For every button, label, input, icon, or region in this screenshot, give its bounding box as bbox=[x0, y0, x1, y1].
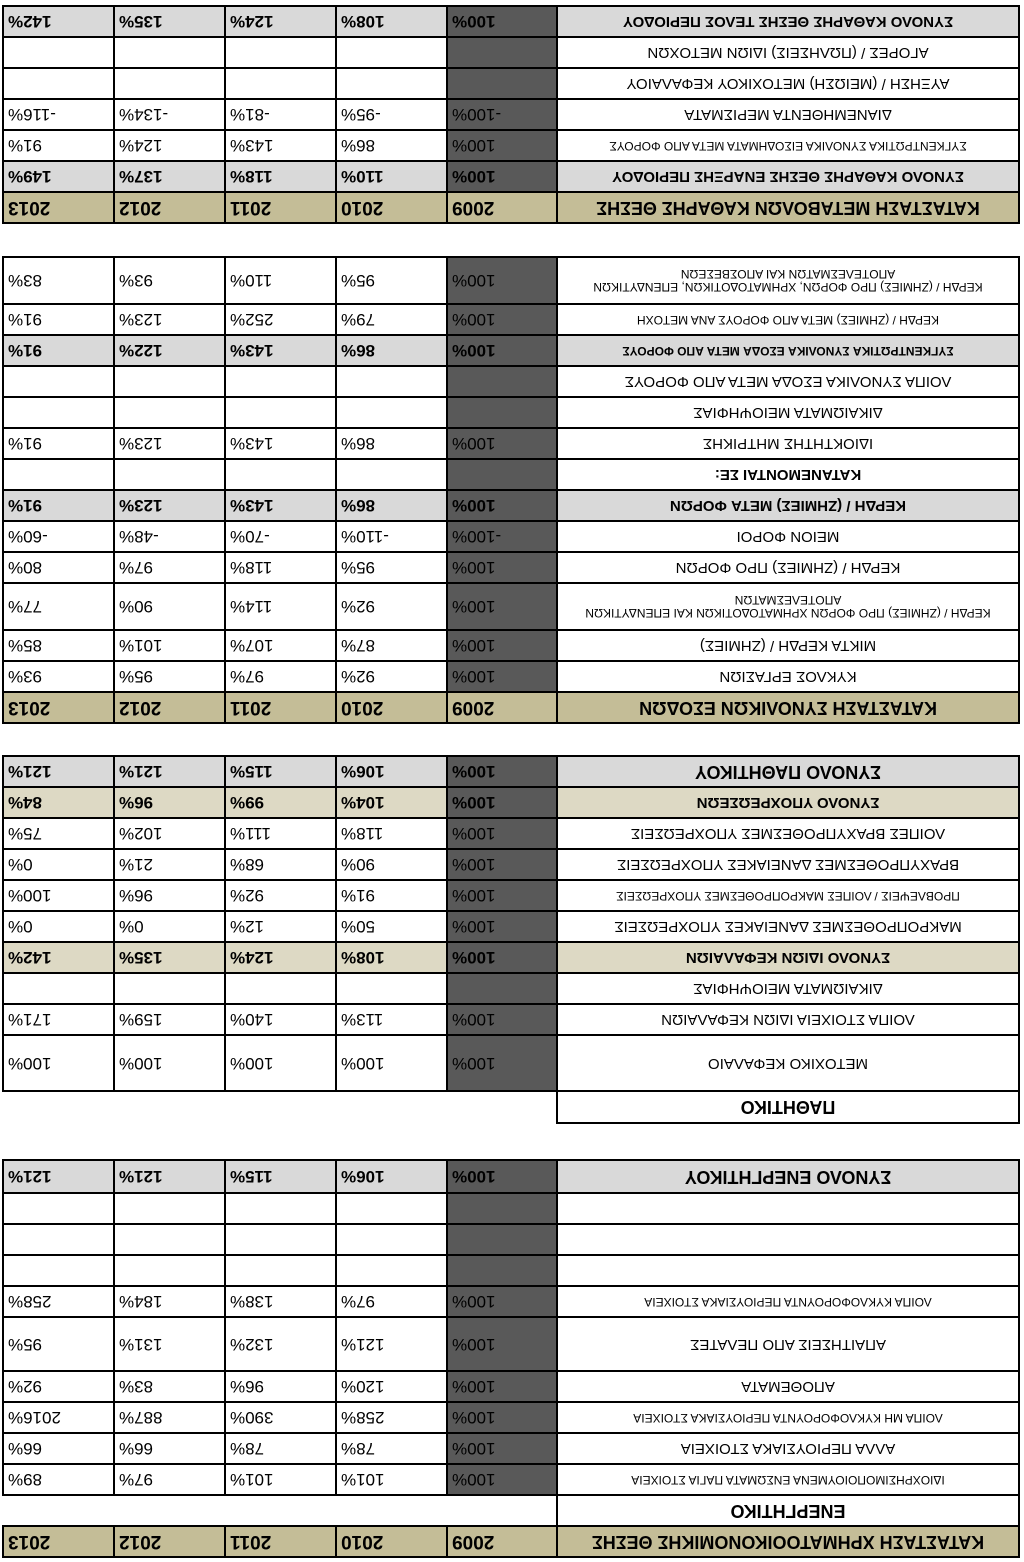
value-cell: 100% bbox=[447, 335, 557, 366]
value-cell: 85% bbox=[3, 630, 114, 661]
balance-header-row bbox=[3, 1526, 1019, 1557]
row-label: ΣΥΝΟΛΟ ΥΠΟΧΡΕΩΣΕΩΝ bbox=[557, 787, 1019, 818]
year-cell: 2013 bbox=[3, 692, 114, 723]
value-cell: 97% bbox=[336, 1286, 447, 1317]
value-cell: 92% bbox=[3, 1371, 114, 1402]
table-row bbox=[3, 1286, 1019, 1317]
value-cell: 100% bbox=[447, 911, 557, 942]
value-cell: 86% bbox=[336, 428, 447, 459]
value-cell: 78% bbox=[225, 1433, 336, 1464]
equity-header-label: ΚΑΤΑΣΤΑΣΗ ΜΕΤΑΒΟΛΩΝ ΚΑΘΑΡΗΣ ΘΕΣΗΣ bbox=[557, 192, 1019, 223]
value-cell: 124% bbox=[114, 130, 225, 161]
value-cell: 131% bbox=[114, 1317, 225, 1371]
value-cell: 91% bbox=[3, 335, 114, 366]
table-row bbox=[3, 37, 1019, 68]
table-row bbox=[3, 630, 1019, 661]
value-cell: 66% bbox=[3, 1433, 114, 1464]
value-cell: 101% bbox=[225, 1464, 336, 1495]
value-cell: 91% bbox=[3, 490, 114, 521]
value-cell: 78% bbox=[336, 1433, 447, 1464]
value-cell: 123% bbox=[114, 428, 225, 459]
value-cell: 252% bbox=[225, 304, 336, 335]
value-cell: 111% bbox=[225, 818, 336, 849]
value-cell: 110% bbox=[225, 257, 336, 304]
row-label: ΣΥΝΟΛΟ ΕΝΕΡΓΗΤΙΚΟΥ bbox=[557, 1160, 1019, 1193]
row-label: ΣΥΝΟΛΟ ΚΑΘΑΡΗΣ ΘΕΣΗΣ ΤΕΛΟΣ ΠΕΡΙΟΔΟΥ bbox=[557, 6, 1019, 37]
value-cell bbox=[225, 366, 336, 397]
value-cell bbox=[447, 366, 557, 397]
value-cell: 83% bbox=[114, 1371, 225, 1402]
value-cell: 68% bbox=[225, 849, 336, 880]
value-cell bbox=[114, 366, 225, 397]
value-cell: 149% bbox=[3, 161, 114, 192]
value-cell: 12% bbox=[225, 911, 336, 942]
liab-title: ΠΑΘΗΤΙΚΟ bbox=[557, 1091, 1019, 1123]
value-cell: 118% bbox=[225, 161, 336, 192]
year-cell: 2009 bbox=[447, 1526, 557, 1557]
year-cell: 2013 bbox=[3, 1526, 114, 1557]
row-label: ΜΕΤΟΧΙΚΟ ΚΕΦΑΛΑΙΟ bbox=[557, 1035, 1019, 1091]
row-label: ΜΑΚΡΟΠΡΟΘΕΣΜΕΣ ΔΑΝΕΙΑΚΕΣ ΥΠΟΧΡΕΩΣΕΙΣ bbox=[557, 911, 1019, 942]
value-cell bbox=[336, 37, 447, 68]
liabilities-table bbox=[2, 755, 1020, 1124]
row-label: ΛΟΙΠΑ ΣΥΝΟΛΙΚΑ ΕΣΟΔΑ ΜΕΤΑ ΑΠΟ ΦΟΡΟΥΣ bbox=[557, 366, 1019, 397]
value-cell: 108% bbox=[336, 942, 447, 973]
value-cell: 100% bbox=[447, 1433, 557, 1464]
value-cell bbox=[447, 37, 557, 68]
total-liab-equity-row bbox=[3, 756, 1019, 787]
value-cell bbox=[114, 397, 225, 428]
value-cell: 95% bbox=[3, 1317, 114, 1371]
value-cell: 100% bbox=[447, 1464, 557, 1495]
value-cell: 102% bbox=[114, 818, 225, 849]
value-cell: 100% bbox=[447, 428, 557, 459]
value-cell: 121% bbox=[3, 756, 114, 787]
value-cell bbox=[447, 68, 557, 99]
opening-equity-row bbox=[3, 161, 1019, 192]
year-cell: 2010 bbox=[336, 192, 447, 223]
value-cell: 100% bbox=[447, 6, 557, 37]
value-cell: 80% bbox=[3, 552, 114, 583]
table-row bbox=[3, 130, 1019, 161]
assets-title: ΕΝΕΡΓΗΤΙΚΟ bbox=[557, 1495, 1019, 1526]
value-cell: 140% bbox=[225, 1004, 336, 1035]
value-cell: 77% bbox=[3, 583, 114, 630]
value-cell: 143% bbox=[225, 428, 336, 459]
row-label: ΔΙΚΑΙΩΜΑΤΑ ΜΕΙΟΨΗΦΙΑΣ bbox=[557, 397, 1019, 428]
value-cell: 135% bbox=[114, 6, 225, 37]
value-cell: 115% bbox=[225, 1160, 336, 1193]
row-label: ΛΟΙΠΑ ΚΥΚΛΟΦΟΡΟΥΝΤΑ ΠΕΡΙΟΥΣΙΑΚΑ ΣΤΟΙΧΕΙΑ bbox=[557, 1286, 1019, 1317]
value-cell: 135% bbox=[114, 942, 225, 973]
value-cell: 91% bbox=[336, 880, 447, 911]
value-cell bbox=[336, 973, 447, 1004]
value-cell: 113% bbox=[336, 1004, 447, 1035]
value-cell: 184% bbox=[114, 1286, 225, 1317]
table-row bbox=[3, 366, 1019, 397]
value-cell: 96% bbox=[114, 787, 225, 818]
value-cell: 79% bbox=[336, 304, 447, 335]
row-label: ΣΥΓΚΕΝΤΡΩΤΙΚΑ ΣΥΝΟΛΙΚΑ ΕΣΟΔΑ ΜΕΤΑ ΑΠΟ ΦΟΡΟΥΣ bbox=[557, 335, 1019, 366]
value-cell bbox=[114, 68, 225, 99]
value-cell: 91% bbox=[3, 130, 114, 161]
value-cell bbox=[3, 973, 114, 1004]
value-cell: 96% bbox=[114, 880, 225, 911]
value-cell: 110% bbox=[336, 161, 447, 192]
table-row bbox=[3, 880, 1019, 911]
value-cell: 101% bbox=[336, 1464, 447, 1495]
row-label: ΚΕΡΔΗ / (ΖΗΜΙΕΣ) ΜΕΤΑ ΦΟΡΩΝ bbox=[557, 490, 1019, 521]
value-cell: 142% bbox=[3, 942, 114, 973]
value-cell: 100% bbox=[447, 1371, 557, 1402]
value-cell: 100% bbox=[447, 1160, 557, 1193]
table-row bbox=[3, 397, 1019, 428]
row-label: ΚΕΡΔΗ / (ΖΗΜΙΕΣ) ΜΕΤΑ ΑΠΟ ΦΟΡΟΥΣ ΑΝΑ ΜΕΤΟΧΗ bbox=[557, 304, 1019, 335]
equity-header-row bbox=[3, 192, 1019, 223]
value-cell bbox=[447, 397, 557, 428]
year-cell: 2012 bbox=[114, 1526, 225, 1557]
value-cell: 107% bbox=[225, 630, 336, 661]
value-cell: 0% bbox=[3, 911, 114, 942]
value-cell: 100% bbox=[447, 849, 557, 880]
year-cell: 2011 bbox=[225, 692, 336, 723]
assets-title-row bbox=[3, 1495, 1019, 1526]
value-cell: 121% bbox=[114, 756, 225, 787]
value-cell bbox=[3, 366, 114, 397]
value-cell: 86% bbox=[336, 490, 447, 521]
value-cell: 91% bbox=[3, 304, 114, 335]
row-label: ΣΥΝΟΛΟ ΙΔΙΩΝ ΚΕΦΑΛΑΙΩΝ bbox=[557, 942, 1019, 973]
row-label: ΑΛΛΑ ΠΕΡΙΟΥΣΙΑΚΑ ΣΤΟΙΧΕΙΑ bbox=[557, 1433, 1019, 1464]
value-cell: -70% bbox=[225, 521, 336, 552]
value-cell: 114% bbox=[225, 583, 336, 630]
value-cell: 66% bbox=[114, 1433, 225, 1464]
value-cell: 121% bbox=[3, 1160, 114, 1193]
value-cell: -48% bbox=[114, 521, 225, 552]
table-row bbox=[3, 1464, 1019, 1495]
value-cell: 100% bbox=[225, 1035, 336, 1091]
value-cell bbox=[3, 37, 114, 68]
value-cell: 92% bbox=[336, 661, 447, 692]
row-label: ΣΥΝΟΛΟ ΠΑΘΗΤΙΚΟΥ bbox=[557, 756, 1019, 787]
table-row bbox=[3, 661, 1019, 692]
value-cell: 100% bbox=[447, 304, 557, 335]
value-cell: -60% bbox=[3, 521, 114, 552]
value-cell: 121% bbox=[336, 1317, 447, 1371]
value-cell bbox=[3, 397, 114, 428]
balance-header-label: ΚΑΤΑΣΤΑΣΗ ΧΡΗΜΑΤΟΟΙΚΟΝΟΜΙΚΗΣ ΘΕΣΗΣ bbox=[557, 1526, 1019, 1557]
value-cell: 100% bbox=[447, 787, 557, 818]
liab-title-row bbox=[3, 1091, 1019, 1123]
value-cell: 124% bbox=[225, 6, 336, 37]
row-label: ΔΙΚΑΙΩΜΑΤΑ ΜΕΙΟΨΗΦΙΑΣ bbox=[557, 973, 1019, 1004]
value-cell: 89% bbox=[3, 1464, 114, 1495]
value-cell: 106% bbox=[336, 756, 447, 787]
value-cell: 100% bbox=[447, 942, 557, 973]
value-cell: 100% bbox=[447, 490, 557, 521]
value-cell: 108% bbox=[336, 6, 447, 37]
value-cell: 123% bbox=[114, 490, 225, 521]
row-label: ΑΠΑΙΤΗΣΕΙΣ ΑΠΟ ΠΕΛΑΤΕΣ bbox=[557, 1317, 1019, 1371]
income-header-label: ΚΑΤΑΣΤΑΣΗ ΣΥΝΟΛΙΚΩΝ ΕΣΟΔΩΝ bbox=[557, 692, 1019, 723]
table-row bbox=[3, 1371, 1019, 1402]
value-cell: 99% bbox=[225, 787, 336, 818]
value-cell: 100% bbox=[447, 583, 557, 630]
value-cell: 100% bbox=[336, 1035, 447, 1091]
value-cell: 0% bbox=[3, 849, 114, 880]
value-cell: -81% bbox=[225, 99, 336, 130]
year-cell: 2010 bbox=[336, 1526, 447, 1557]
value-cell: 21% bbox=[114, 849, 225, 880]
value-cell: 90% bbox=[114, 583, 225, 630]
table-row bbox=[3, 552, 1019, 583]
value-cell: 100% bbox=[447, 257, 557, 304]
value-cell: 95% bbox=[336, 552, 447, 583]
value-cell: 95% bbox=[336, 257, 447, 304]
value-cell: 118% bbox=[336, 818, 447, 849]
value-cell: 100% bbox=[447, 1317, 557, 1371]
row-label: ΙΔΙΟΧΡΗΣΙΜΟΠΟΙΟΥΜΕΝΑ ΕΝΣΩΜΑΤΑ ΠΑΓΙΑ ΣΤΟΙΧΕΙΑ bbox=[557, 1464, 1019, 1495]
row-label: ΠΡΟΒΛΕΨΕΙΣ / ΛΟΙΠΕΣ ΜΑΚΡΟΠΡΟΘΕΣΜΕΣ ΥΠΟΧΡΕΩΣΕΙΣ bbox=[557, 880, 1019, 911]
table-row bbox=[3, 99, 1019, 130]
value-cell: 75% bbox=[3, 818, 114, 849]
row-label: ΑΥΞΗΣΗ / (ΜΕΙΩΣΗ) ΜΕΤΟΧΙΚΟΥ ΚΕΦΑΛΑΙΟΥ bbox=[557, 68, 1019, 99]
table-row bbox=[3, 583, 1019, 630]
value-cell: 122% bbox=[114, 335, 225, 366]
value-cell: 159% bbox=[114, 1004, 225, 1035]
value-cell bbox=[225, 397, 336, 428]
value-cell: 0% bbox=[114, 911, 225, 942]
table-row bbox=[3, 428, 1019, 459]
value-cell: 91% bbox=[3, 428, 114, 459]
row-label: ΣΥΝΟΛΟ ΚΑΘΑΡΗΣ ΘΕΣΗΣ ΕΝΑΡΞΗΣ ΠΕΡΙΟΔΟΥ bbox=[557, 161, 1019, 192]
value-cell: 100% bbox=[114, 1035, 225, 1091]
value-cell: 96% bbox=[225, 1371, 336, 1402]
value-cell: 100% bbox=[447, 552, 557, 583]
closing-equity-row bbox=[3, 6, 1019, 37]
row-label: ΚΕΡΔΗ / (ΖΗΜΙΕΣ) ΠΡΟ ΦΟΡΩΝ ΧΡΗΜΑΤΟΔΟΤΙΚΩΝ ΚΑΙ ΕΠΕΝΔΥΤΙΚΩΝ ΑΠΟΤΕΛΕΣΜΑΤΩΝ bbox=[557, 583, 1019, 630]
value-cell: 171% bbox=[3, 1004, 114, 1035]
value-cell: 887% bbox=[114, 1402, 225, 1433]
equity-changes-table bbox=[2, 5, 1020, 224]
value-cell: 100% bbox=[447, 1004, 557, 1035]
table-row bbox=[3, 849, 1019, 880]
value-cell: -110% bbox=[336, 521, 447, 552]
value-cell: 120% bbox=[336, 1371, 447, 1402]
value-cell: 123% bbox=[114, 304, 225, 335]
value-cell: 93% bbox=[114, 257, 225, 304]
value-cell: -100% bbox=[447, 99, 557, 130]
value-cell: 143% bbox=[225, 335, 336, 366]
value-cell: -116% bbox=[3, 99, 114, 130]
value-cell: 93% bbox=[3, 661, 114, 692]
year-cell: 2012 bbox=[114, 692, 225, 723]
table-row bbox=[3, 1317, 1019, 1371]
value-cell: 86% bbox=[336, 130, 447, 161]
table-row bbox=[3, 911, 1019, 942]
year-cell: 2013 bbox=[3, 192, 114, 223]
value-cell bbox=[336, 366, 447, 397]
value-cell: 95% bbox=[114, 661, 225, 692]
row-label: ΑΓΟΡΕΣ / (ΠΩΛΗΣΕΙΣ) ΙΔΙΩΝ ΜΕΤΟΧΩΝ bbox=[557, 37, 1019, 68]
value-cell bbox=[3, 68, 114, 99]
value-cell: 143% bbox=[225, 490, 336, 521]
value-cell bbox=[336, 397, 447, 428]
income-statement-table bbox=[2, 256, 1020, 724]
table-row bbox=[3, 1035, 1019, 1091]
table-row bbox=[3, 257, 1019, 304]
total-assets-row bbox=[3, 1160, 1019, 1193]
value-cell: -134% bbox=[114, 99, 225, 130]
value-cell: 137% bbox=[114, 161, 225, 192]
value-cell: 100% bbox=[447, 818, 557, 849]
value-cell: 100% bbox=[447, 161, 557, 192]
value-cell bbox=[225, 973, 336, 1004]
value-cell: 100% bbox=[447, 630, 557, 661]
table-row bbox=[3, 1402, 1019, 1433]
value-cell bbox=[114, 973, 225, 1004]
table-row bbox=[3, 973, 1019, 1004]
value-cell: 50% bbox=[336, 911, 447, 942]
value-cell: 258% bbox=[3, 1286, 114, 1317]
value-cell: 87% bbox=[336, 630, 447, 661]
value-cell: 104% bbox=[336, 787, 447, 818]
value-cell: 121% bbox=[114, 1160, 225, 1193]
total-liabilities-row bbox=[3, 787, 1019, 818]
value-cell bbox=[114, 37, 225, 68]
value-cell bbox=[225, 68, 336, 99]
value-cell: 97% bbox=[114, 552, 225, 583]
value-cell: 100% bbox=[447, 1402, 557, 1433]
row-label: ΚΕΡΔΗ / (ΖΗΜΙΕΣ) ΠΡΟ ΦΟΡΩΝ, ΧΡΗΜΑΤΟΔΟΤΙΚΩΝ, ΕΠΕΝΔΥΤΙΚΩΝ ΑΠΟΤΕΛΕΣΜΑΤΩΝ ΚΑΙ ΑΠΟΣΒΕΣΕΩΝ bbox=[557, 257, 1019, 304]
value-cell bbox=[447, 973, 557, 1004]
total-equity-row bbox=[3, 942, 1019, 973]
income-header-row bbox=[3, 692, 1019, 723]
value-cell: 100% bbox=[447, 1035, 557, 1091]
row-label: ΛΟΙΠΕΣ ΒΡΑΧΥΠΡΟΘΕΣΜΕΣ ΥΠΟΧΡΕΩΣΕΙΣ bbox=[557, 818, 1019, 849]
after-tax-row bbox=[3, 490, 1019, 521]
value-cell: 92% bbox=[336, 583, 447, 630]
value-cell: 100% bbox=[447, 1286, 557, 1317]
year-cell: 2012 bbox=[114, 192, 225, 223]
value-cell: 143% bbox=[225, 130, 336, 161]
value-cell: 86% bbox=[336, 335, 447, 366]
value-cell: 132% bbox=[225, 1317, 336, 1371]
value-cell: 258% bbox=[336, 1402, 447, 1433]
year-cell: 2009 bbox=[447, 192, 557, 223]
row-label: ΛΟΙΠΑ ΜΗ ΚΥΚΛΟΦΟΡΟΥΝΤΑ ΠΕΡΙΟΥΣΙΑΚΑ ΣΤΟΙΧΕΙΑ bbox=[557, 1402, 1019, 1433]
value-cell: 100% bbox=[447, 880, 557, 911]
value-cell: 124% bbox=[225, 942, 336, 973]
value-cell: 100% bbox=[3, 1035, 114, 1091]
row-label: ΔΙΑΝΕΜΗΘΕΝΤΑ ΜΕΡΙΣΜΑΤΑ bbox=[557, 99, 1019, 130]
year-cell: 2011 bbox=[225, 192, 336, 223]
value-cell: 84% bbox=[3, 787, 114, 818]
value-cell: 92% bbox=[225, 880, 336, 911]
value-cell: 101% bbox=[114, 630, 225, 661]
table-row bbox=[3, 1004, 1019, 1035]
row-label: ΚΥΚΛΟΣ ΕΡΓΑΣΙΩΝ bbox=[557, 661, 1019, 692]
year-cell: 2010 bbox=[336, 692, 447, 723]
value-cell: 2016% bbox=[3, 1402, 114, 1433]
value-cell bbox=[336, 68, 447, 99]
value-cell: 390% bbox=[225, 1402, 336, 1433]
value-cell: 97% bbox=[114, 1464, 225, 1495]
row-label: ΜΙΚΤΑ ΚΕΡΔΗ / (ΖΗΜΙΕΣ) bbox=[557, 630, 1019, 661]
row-label: ΚΕΡΔΗ / (ΖΗΜΙΕΣ) ΠΡΟ ΦΟΡΩΝ bbox=[557, 552, 1019, 583]
row-label: ΣΥΓΚΕΝΤΡΩΤΙΚΑ ΣΥΝΟΛΙΚΑ ΕΙΣΟΔΗΜΑΤΑ ΜΕΤΑ ΑΠΟ ΦΟΡΟΥΣ bbox=[557, 130, 1019, 161]
year-cell: 2011 bbox=[225, 1526, 336, 1557]
table-row bbox=[3, 521, 1019, 552]
value-cell: 115% bbox=[225, 756, 336, 787]
value-cell: -95% bbox=[336, 99, 447, 130]
value-cell: 142% bbox=[3, 6, 114, 37]
blank-row bbox=[3, 1193, 1019, 1224]
value-cell: 90% bbox=[336, 849, 447, 880]
row-label: ΙΔΙΟΚΤΗΤΗΣ ΜΗΤΡΙΚΗΣ bbox=[557, 428, 1019, 459]
row-label: ΚΑΤΑΝΕΜΟΝΤΑΙ ΣΕ: bbox=[557, 459, 1019, 490]
value-cell: 100% bbox=[447, 130, 557, 161]
row-label: ΛΟΙΠΑ ΣΤΟΙΧΕΙΑ ΙΔΙΩΝ ΚΕΦΑΛΑΙΩΝ bbox=[557, 1004, 1019, 1035]
value-cell: 138% bbox=[225, 1286, 336, 1317]
balance-sheet-table bbox=[2, 1159, 1020, 1558]
value-cell: 100% bbox=[3, 880, 114, 911]
value-cell: 83% bbox=[3, 257, 114, 304]
total-income-row bbox=[3, 335, 1019, 366]
row-label: ΜΕΙΟΝ ΦΟΡΟΙ bbox=[557, 521, 1019, 552]
table-row bbox=[3, 68, 1019, 99]
value-cell: -100% bbox=[447, 521, 557, 552]
value-cell: 100% bbox=[447, 661, 557, 692]
table-row bbox=[3, 818, 1019, 849]
value-cell: 118% bbox=[225, 552, 336, 583]
value-cell: 97% bbox=[225, 661, 336, 692]
year-cell: 2009 bbox=[447, 692, 557, 723]
value-cell: 100% bbox=[447, 756, 557, 787]
blank-row bbox=[3, 1255, 1019, 1286]
table-row bbox=[3, 1433, 1019, 1464]
distributed-row bbox=[3, 459, 1019, 490]
table-row bbox=[3, 304, 1019, 335]
blank-row bbox=[3, 1224, 1019, 1255]
value-cell: 106% bbox=[336, 1160, 447, 1193]
value-cell bbox=[225, 37, 336, 68]
row-label: ΑΠΟΘΕΜΑΤΑ bbox=[557, 1371, 1019, 1402]
row-label: ΒΡΑΧΥΠΡΟΘΕΣΜΕΣ ΔΑΝΕΙΑΚΕΣ ΥΠΟΧΡΕΩΣΕΙΣ bbox=[557, 849, 1019, 880]
